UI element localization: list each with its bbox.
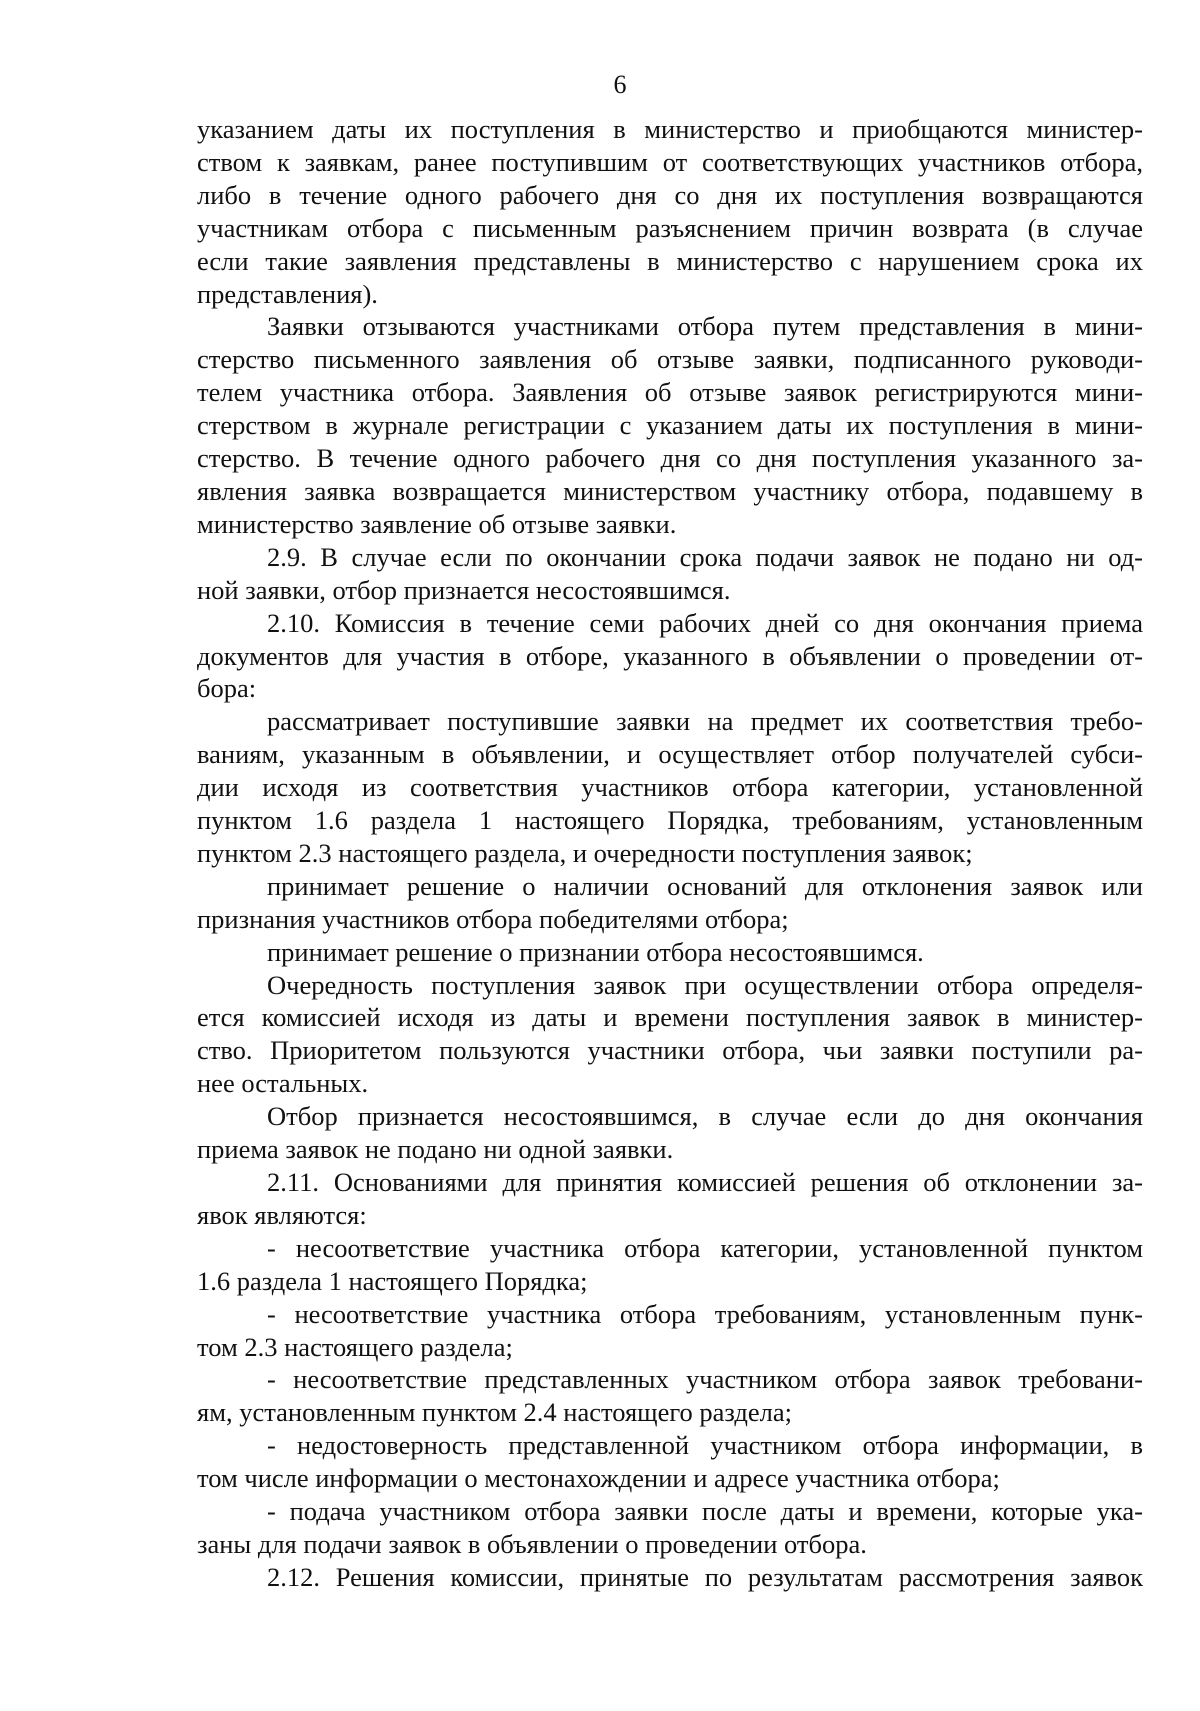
- page-number: 6: [613, 70, 627, 99]
- text-line: стерство письменного заявления об отзыве заявки, подписанного руководи-: [197, 344, 1143, 375]
- text-line: принимает решение о наличии оснований для отклонения заявок или: [267, 870, 1143, 901]
- text-line: том 2.3 настоящего раздела;: [197, 1331, 513, 1362]
- text-line: телем участника отбора. Заявления об отзыве заявок регистрируются мини-: [197, 377, 1143, 408]
- text-line: 2.11. Основаниями для принятия комиссией решения об отклонении за-: [267, 1167, 1143, 1197]
- text-line: ваниям, указанным в объявлении, и осуществляет отбор получателей субси-: [197, 739, 1143, 770]
- text-line: - несоответствие участника отбора требованиям, установленным пунк-: [267, 1298, 1143, 1329]
- text-line: явления заявка возвращается министерством участнику отбора, подавшему в: [197, 475, 1143, 506]
- text-line: ством к заявкам, ранее поступившим от соответствующих участников отбора,: [197, 146, 1143, 177]
- text-line: ство. Приоритетом пользуются участники отбора, чьи заявки поступили ра-: [197, 1035, 1143, 1066]
- text-line: ям, установленным пунктом 2.4 настоящего раздела;: [197, 1397, 793, 1428]
- text-line: 2.12. Решения комиссии, принятые по результатам рассмотрения заявок: [267, 1561, 1143, 1592]
- text-line: ется комиссией исходя из даты и времени поступления заявок в министер-: [197, 1002, 1143, 1033]
- text-line: - несоответствие участника отбора категории, установленной пунктом: [267, 1232, 1143, 1263]
- text-line: заны для подачи заявок в объявлении о проведении отбора.: [197, 1528, 867, 1559]
- text-line: принимает решение о признании отбора несостоявшимся.: [267, 936, 924, 967]
- text-line: представления).: [197, 278, 378, 309]
- text-line: том числе информации о местонахождении и адресе участника отбора;: [197, 1463, 1000, 1494]
- text-line: рассматривает поступившие заявки на предмет их соответствия требо-: [267, 706, 1143, 737]
- text-line: пунктом 2.3 настоящего раздела, и очередности поступления заявок;: [197, 837, 973, 868]
- text-line: участникам отбора с письменным разъяснением причин возврата (в случае: [197, 212, 1143, 243]
- text-line: Заявки отзываются участниками отбора путем представления в мини-: [267, 311, 1143, 342]
- text-line: документов для участия в отборе, указанного в объявлении о проведении от-: [197, 640, 1143, 671]
- text-line: Отбор признается несостоявшимся, в случае если до дня окончания: [267, 1101, 1143, 1132]
- text-line: признания участников отбора победителями отбора;: [197, 903, 789, 934]
- text-line: 1.6 раздела 1 настоящего Порядка;: [197, 1265, 588, 1296]
- text-line: стерство. В течение одного рабочего дня со дня поступления указанного за-: [197, 443, 1143, 474]
- text-line: приема заявок не подано ни одной заявки.: [197, 1134, 674, 1165]
- text-line: указанием даты их поступления в министерство и приобщаются министер-: [197, 114, 1143, 144]
- text-line: пунктом 1.6 раздела 1 настоящего Порядка, требованиям, установленным: [197, 805, 1143, 836]
- text-line: стерством в журнале регистрации с указанием даты их поступления в мини-: [197, 410, 1143, 441]
- text-line: Очередность поступления заявок при осуществлении отбора определя-: [267, 969, 1143, 1000]
- text-line: - несоответствие представленных участником отбора заявок требовани-: [267, 1364, 1143, 1395]
- text-line: бора:: [197, 673, 257, 704]
- text-line: 2.9. В случае если по окончании срока подачи заявок не подано ни од-: [267, 541, 1143, 572]
- text-line: либо в течение одного рабочего дня со дня их поступления возвращаются: [197, 179, 1143, 210]
- text-line: дии исходя из соответствия участников отбора категории, установленной: [197, 772, 1143, 803]
- text-line: министерство заявление об отзыве заявки.: [197, 508, 677, 539]
- text-line: - недостоверность представленной участником отбора информации, в: [267, 1430, 1143, 1461]
- text-line: - подача участником отбора заявки после даты и времени, которые ука-: [267, 1496, 1143, 1527]
- document-body: [197, 113, 1143, 1594]
- text-line: 2.10. Комиссия в течение семи рабочих дней со дня окончания приема: [267, 607, 1143, 638]
- text-line: явок являются:: [197, 1199, 367, 1230]
- text-line: если такие заявления представлены в министерство с нарушением срока их: [197, 245, 1143, 276]
- text-line: нее остальных.: [197, 1068, 369, 1099]
- text-line: ной заявки, отбор признается несостоявшимся.: [197, 574, 731, 605]
